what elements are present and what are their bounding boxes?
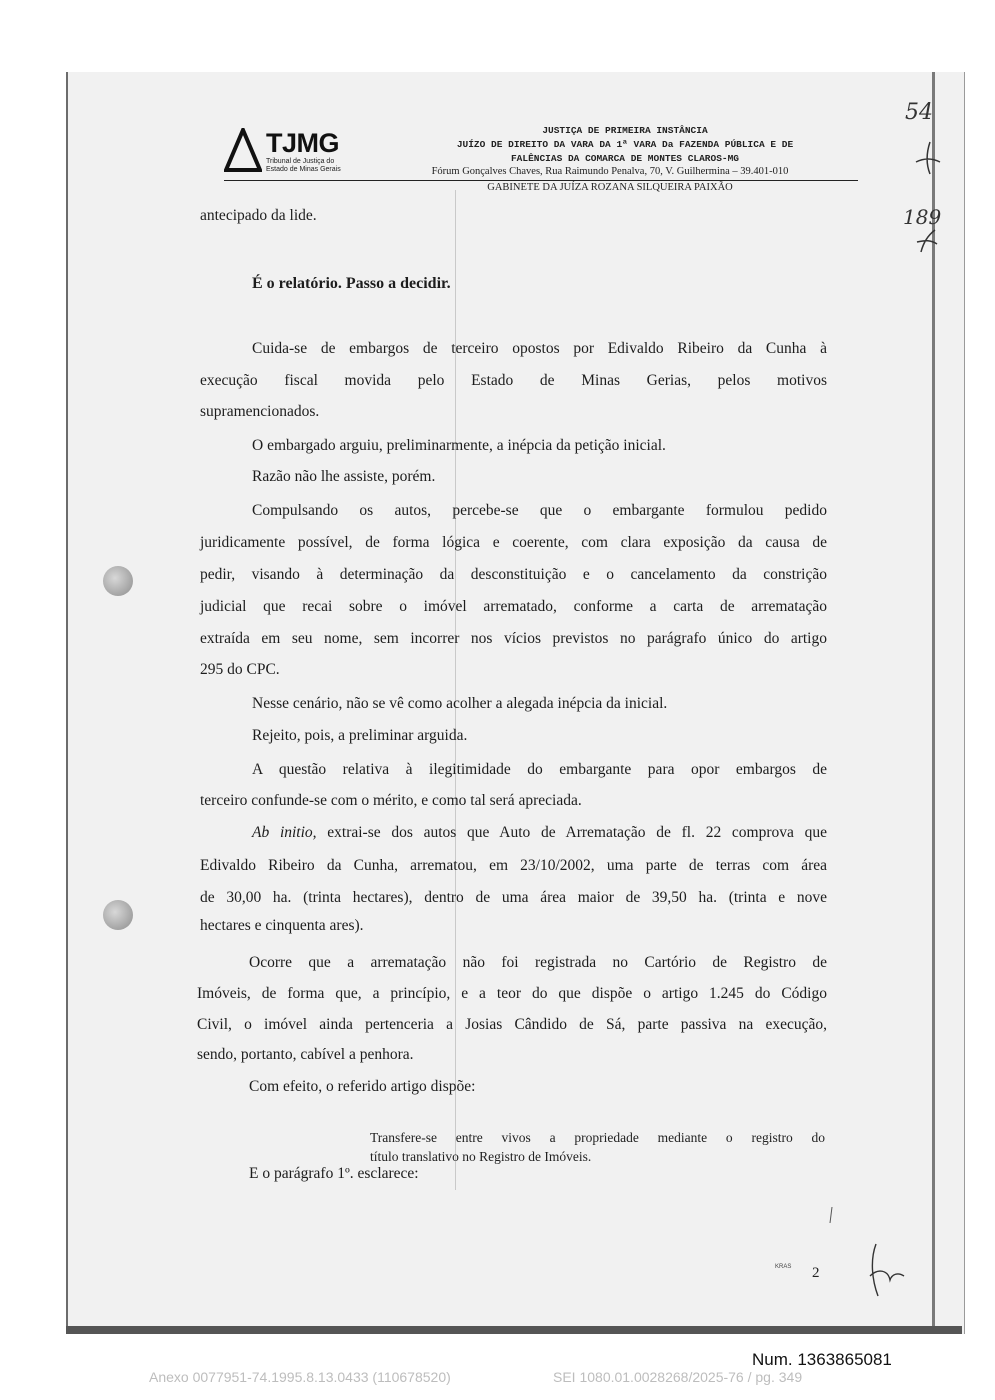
body-line: Razão não lhe assiste, porém. bbox=[252, 468, 436, 485]
punch-hole bbox=[103, 900, 133, 930]
scan-edge bbox=[932, 72, 935, 1326]
body-line: antecipado da lide. bbox=[200, 207, 317, 224]
author-initials: KRAS bbox=[775, 1264, 792, 1270]
header-cabinet: GABINETE DA JUÍZA ROZANA SILQUEIRA PAIXÃO bbox=[487, 182, 733, 193]
body-line: 295 do CPC. bbox=[200, 661, 280, 678]
body-line: execução fiscal movida pelo Estado de Minas Gerias, pelos motivos bbox=[200, 372, 827, 389]
tjmg-logo bbox=[224, 128, 354, 180]
body-line: Cuida-se de embargos de terceiro opostos por Edivaldo Ribeiro da Cunha à bbox=[252, 340, 827, 357]
handwritten-rubric-icon bbox=[912, 140, 942, 180]
body-line: Compulsando os autos, percebe-se que o embargante formulou pedido bbox=[252, 502, 827, 519]
body-line: Imóveis, de forma que, a princípio, e a teor do que dispõe o artigo 1.245 do Código bbox=[197, 985, 827, 1002]
body-line: hectares e cinquenta ares). bbox=[200, 917, 364, 934]
handwritten-signature-icon bbox=[862, 1240, 910, 1300]
body-line: terceiro confunde-se com o mérito, e como tal será apreciada. bbox=[200, 792, 582, 809]
triangle-logo-icon bbox=[224, 128, 262, 172]
logo-subtitle bbox=[266, 158, 356, 174]
quote-line: título translativo no Registro de Imóveis. bbox=[370, 1149, 592, 1164]
scan-bottom-edge bbox=[66, 1326, 962, 1334]
handwritten-page-number: 54 bbox=[905, 100, 933, 125]
ink-mark-icon bbox=[826, 1205, 836, 1225]
handwritten-page-number: 189 bbox=[903, 205, 942, 229]
header-line-3: FALÊNCIAS DA COMARCA DE MONTES CLAROS-MG bbox=[510, 153, 740, 164]
body-line: pedir, visando à determinação da desconstituição e o cancelamento da constrição bbox=[200, 566, 827, 583]
body-line: juridicamente possível, de forma lógica e coerente, com clara exposição da causa de bbox=[200, 534, 827, 551]
body-line: de 30,00 ha. (trinta hectares), dentro de uma área maior de 39,50 ha. (trinta e nove bbox=[200, 889, 827, 906]
logo-subtitle-line: Tribunal de Justiça do bbox=[266, 158, 335, 165]
body-line: sendo, portanto, cabível a penhora. bbox=[197, 1046, 414, 1063]
sei-reference: SEI 1080.01.0028268/2025-76 / pg. 349 bbox=[553, 1369, 803, 1385]
body-line: Com efeito, o referido artigo dispõe: bbox=[249, 1078, 476, 1095]
logo-subtitle-line: Estado de Minas Gerais bbox=[266, 166, 341, 173]
body-line: Edivaldo Ribeiro da Cunha, arrematou, em 23/10/2002, uma parte de terras com área bbox=[200, 857, 827, 874]
annex-reference: Anexo 0077951-74.1995.8.13.0433 (110678520) bbox=[149, 1369, 451, 1385]
section-heading: É o relatório. Passo a decidir. bbox=[252, 275, 451, 292]
body-line: O embargado arguiu, preliminarmente, a inépcia da petição inicial. bbox=[252, 437, 666, 454]
body-line: A questão relativa à ilegitimidade do embargante para opor embargos de bbox=[252, 761, 827, 778]
header-rule bbox=[224, 180, 858, 181]
body-line: Ocorre que a arrematação não foi registrada no Cartório de Registro de bbox=[249, 954, 827, 971]
body-line: supramencionados. bbox=[200, 403, 320, 420]
body-line bbox=[252, 824, 827, 842]
body-line: judicial que recai sobre o imóvel arrematado, conforme a carta de arrematação bbox=[200, 598, 827, 615]
header-line-1: JUSTIÇA DE PRIMEIRA INSTÂNCIA bbox=[542, 125, 708, 136]
page-number: 2 bbox=[812, 1265, 820, 1281]
header-address: Fórum Gonçalves Chaves, Rua Raimundo Penalva, 70, V. Guilhermina – 39.401-010 bbox=[431, 166, 789, 177]
body-line: Civil, o imóvel ainda pertenceria a Josias Cândido de Sá, parte passiva na execução, bbox=[197, 1016, 827, 1033]
latin-phrase: Ab initio, bbox=[252, 824, 317, 841]
body-line: E o parágrafo 1º. esclarece: bbox=[249, 1165, 419, 1182]
document-number: Num. 1363865081 bbox=[752, 1350, 892, 1369]
body-line-rest: extrai-se dos autos que Auto de Arrematação de fl. 22 comprova que bbox=[316, 824, 827, 841]
body-line: extraída em seu nome, sem incorrer nos vícios previstos no parágrafo único do artigo bbox=[200, 630, 827, 647]
body-line: Nesse cenário, não se vê como acolher a alegada inépcia da inicial. bbox=[252, 695, 668, 712]
header-line-2: JUÍZO DE DIREITO DA VARA DA 1ª VARA Da FAZENDA PÚBLICA E DE bbox=[456, 139, 794, 150]
logo-name: TJMG bbox=[266, 128, 340, 158]
body-line: Rejeito, pois, a preliminar arguida. bbox=[252, 727, 468, 744]
quote-line: Transfere-se entre vivos a propriedade mediante o registro do bbox=[370, 1130, 825, 1145]
handwritten-rubric-icon bbox=[915, 228, 939, 254]
punch-hole bbox=[103, 566, 133, 596]
